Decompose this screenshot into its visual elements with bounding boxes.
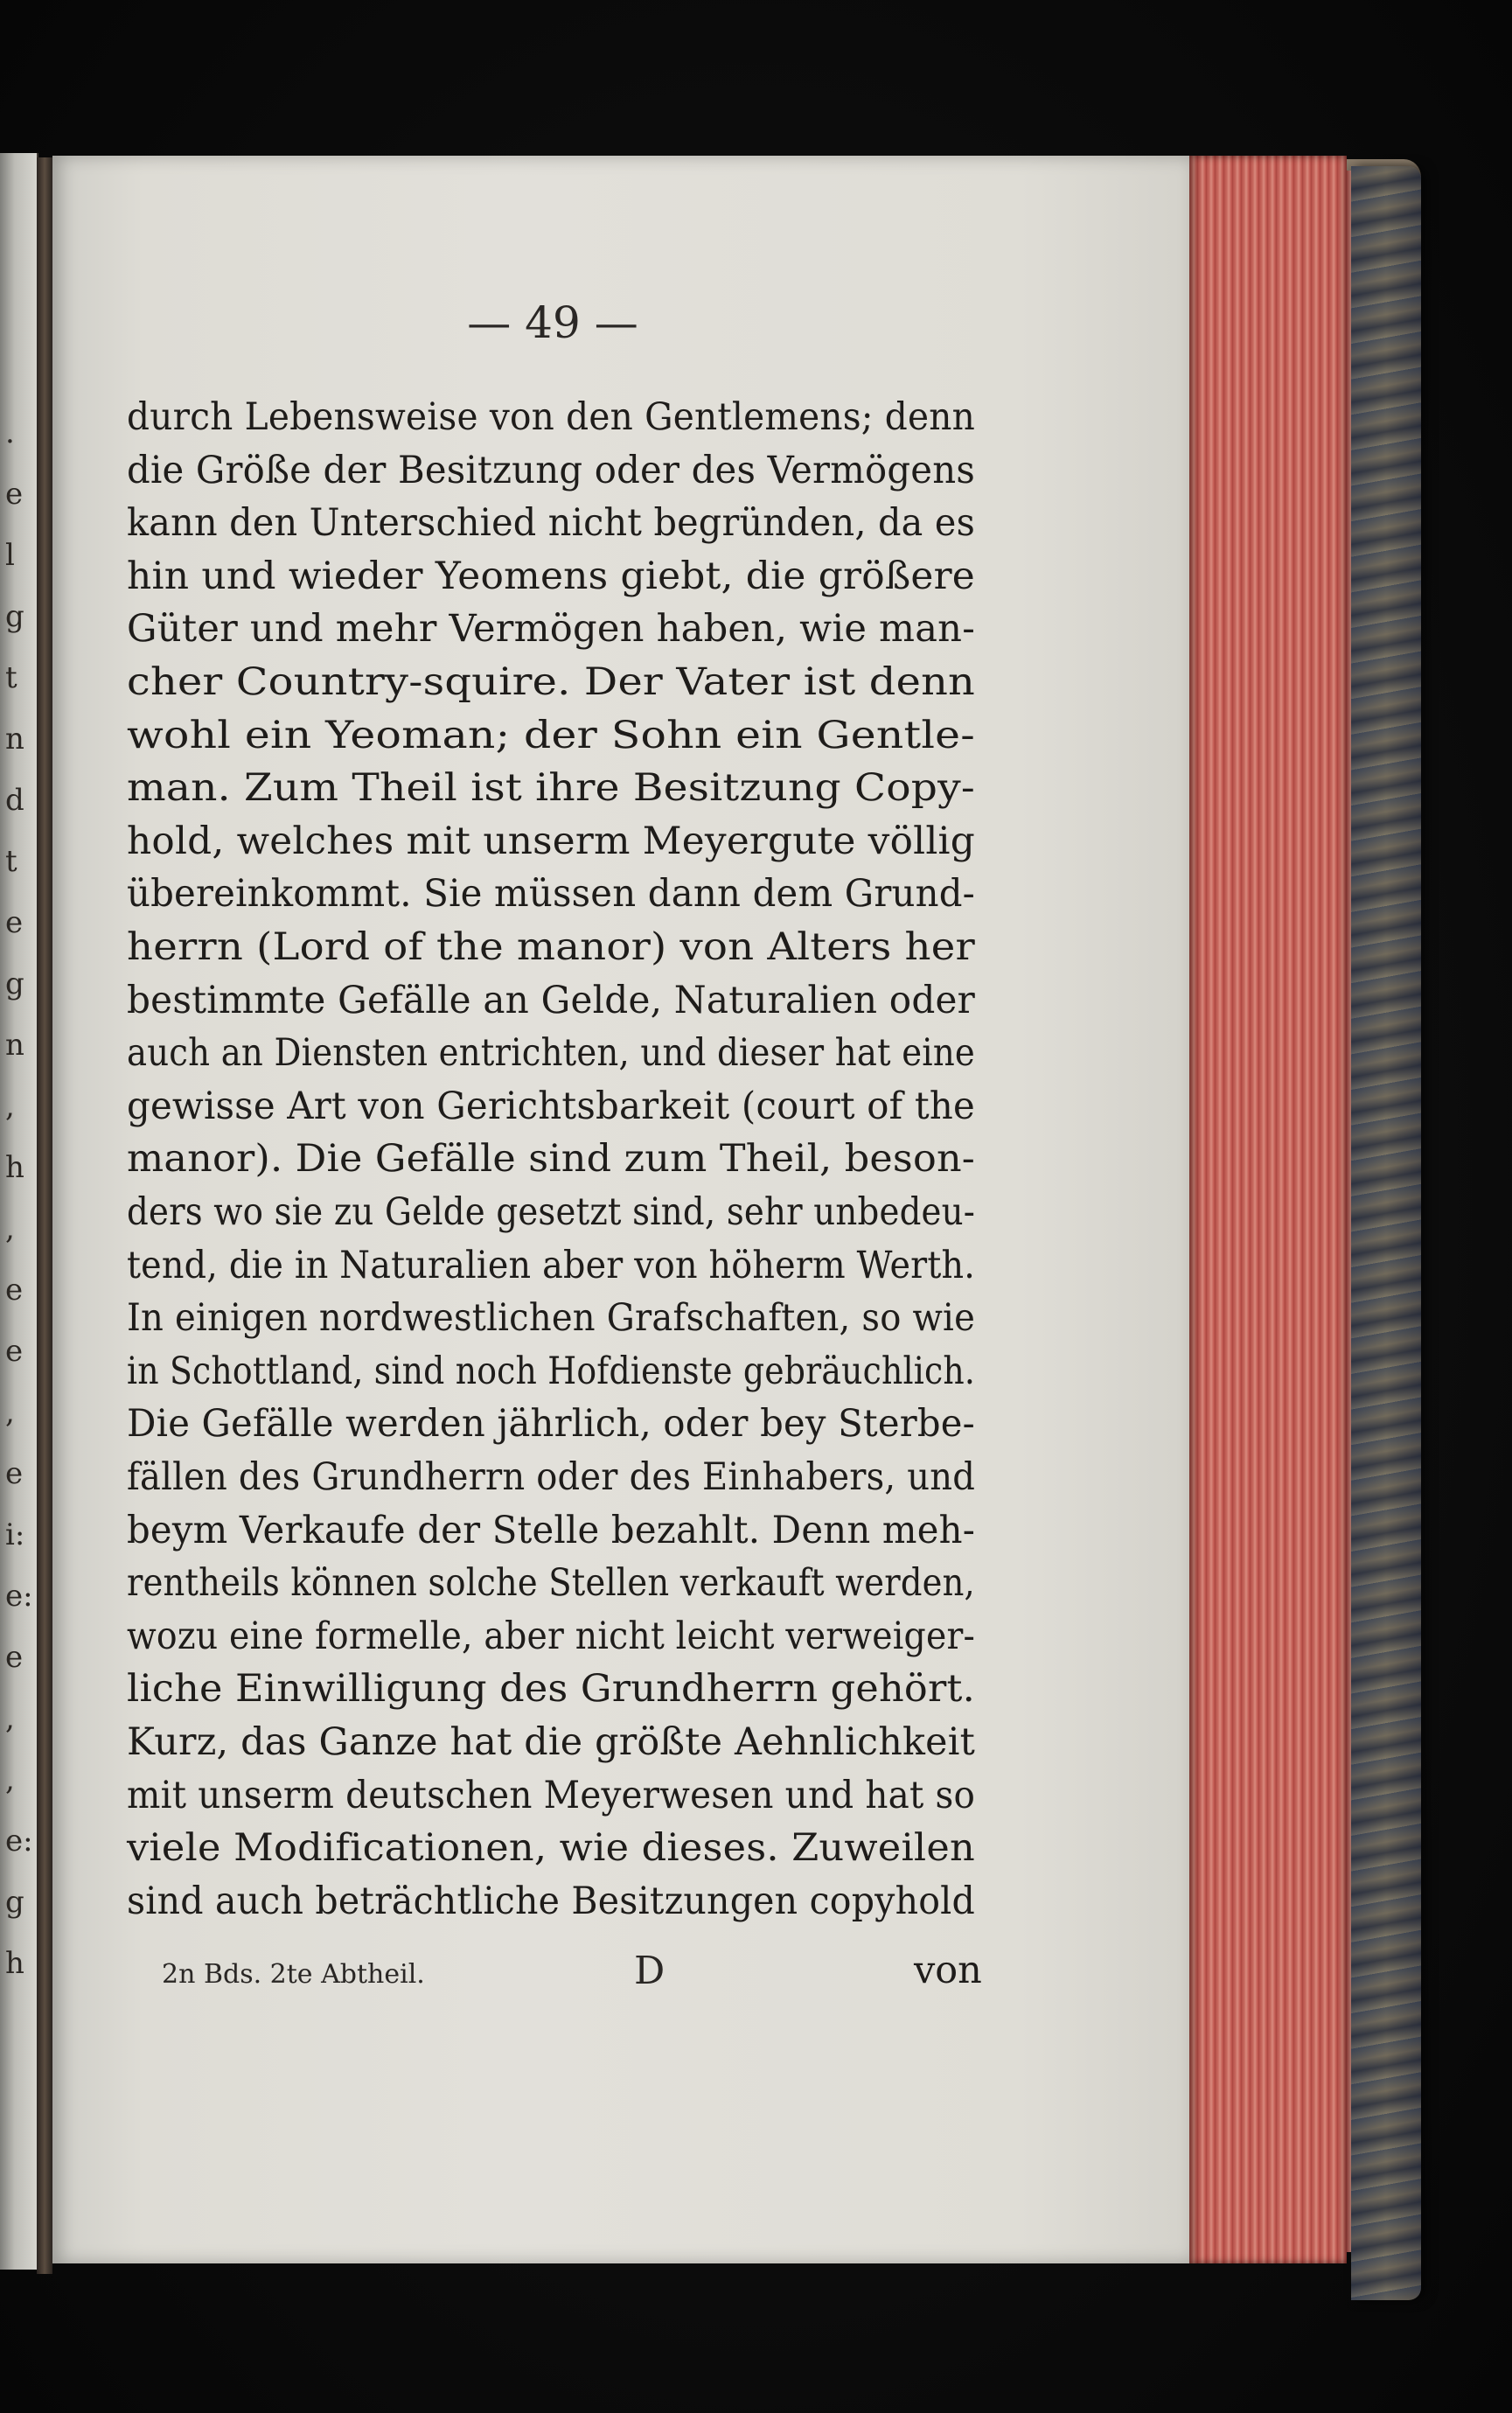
left-page-margin-mark: h [5, 1150, 24, 1185]
text-line: Die Gefälle werden jährlich, oder bey Sterbe- [127, 1402, 975, 1447]
text-line: cher Country-squire. Der Vater ist denn [127, 660, 976, 704]
text-line: liche Einwilligung des Grundherrn gehört. [127, 1667, 975, 1712]
red-page-edges [1189, 156, 1347, 2263]
left-page-margin-mark: t [5, 660, 17, 695]
left-page-margin-mark: e [5, 1334, 24, 1369]
left-page-margin-mark: , [5, 1762, 15, 1797]
text-line: Güter und mehr Vermögen haben, wie man- [127, 607, 975, 652]
text-line: auch an Diensten entrichten, und dieser hat eine [127, 1031, 975, 1076]
text-line: in Schottland, sind noch Hofdienste gebräuchlich. [127, 1349, 976, 1393]
marbled-cover [1351, 166, 1421, 2300]
left-page-margin-mark: d [5, 783, 24, 818]
left-page-margin-mark: , [5, 1395, 15, 1430]
left-page-margin-mark: . [5, 415, 15, 450]
signature-letter: D [634, 1949, 665, 1993]
text-line: ders wo sie zu Gelde gesetzt sind, sehr unbedeu- [127, 1190, 976, 1234]
signature-mark: 2n Bds. 2te Abtheil. [162, 1959, 425, 1990]
left-page-margin-mark: i: [5, 1517, 25, 1552]
left-page-margin-mark: , [5, 1089, 15, 1124]
left-page-margin-mark: h [5, 1946, 24, 1981]
text-line: übereinkommt. Sie müssen dann dem Grund- [127, 872, 976, 917]
left-page-margin-mark: e: [5, 1579, 33, 1614]
left-page-margin-mark: t [5, 844, 17, 879]
left-page-margin-mark: e [5, 1456, 24, 1491]
left-page-margin-mark: n [5, 1028, 24, 1063]
left-page-edge [0, 153, 38, 2270]
text-line: kann den Unterschied nicht begründen, da es [127, 501, 976, 546]
catchword: von [914, 1949, 982, 1992]
left-page-margin-mark: g [5, 966, 24, 1001]
text-line: wohl ein Yeoman; der Sohn ein Gentle- [127, 713, 975, 757]
text-line: bestimmte Gefälle an Gelde, Naturalien oder [127, 978, 976, 1022]
text-line: fällen des Grundherrn oder des Einhabers, und [127, 1455, 976, 1499]
text-line: rentheils können solche Stellen verkauft werden, [127, 1561, 975, 1606]
page-number: — 49 — [467, 297, 638, 348]
left-page-margin-mark: l [5, 538, 15, 573]
text-line: herrn (Lord of the manor) von Alters her [127, 925, 975, 969]
text-line: mit unserm deutschen Meyerwesen und hat so [127, 1773, 976, 1817]
text-line: hold, welches mit unserm Meyergute völlig [127, 819, 975, 863]
left-page-margin-mark: , [5, 1211, 15, 1246]
text-line: In einigen nordwestlichen Grafschaften, so wie [127, 1296, 976, 1341]
left-page-margin-mark: e [5, 477, 24, 512]
left-page-margin-mark: g [5, 1885, 24, 1920]
text-line: tend, die in Naturalien aber von höherm Werth. [127, 1243, 976, 1287]
text-line: die Größe der Besitzung oder des Vermögens [127, 448, 975, 492]
text-line: durch Lebensweise von den Gentlemens; denn [127, 395, 975, 439]
text-line: gewisse Art von Gerichtsbarkeit (court of the [127, 1084, 975, 1128]
text-line: Kurz, das Ganze hat die größte Aehnlichkeit [127, 1720, 976, 1764]
text-line: hin und wieder Yeomens giebt, die größere [127, 554, 975, 598]
left-page-margin-mark: g [5, 599, 24, 634]
text-line: wozu eine formelle, aber nicht leicht verweiger- [127, 1614, 975, 1658]
left-page-margin-mark: e [5, 905, 24, 940]
text-line: sind auch beträchtliche Besitzungen copyhold [127, 1879, 975, 1923]
book-gutter [37, 157, 52, 2274]
left-page-margin-mark: e [5, 1273, 24, 1308]
text-line: viele Modificationen, wie dieses. Zuweilen [127, 1826, 976, 1871]
left-page-margin-mark: e: [5, 1824, 33, 1859]
left-page-margin-mark: n [5, 722, 24, 757]
text-line: beym Verkaufe der Stelle bezahlt. Denn meh- [127, 1508, 976, 1552]
text-line: manor). Die Gefälle sind zum Theil, beson- [127, 1137, 976, 1182]
left-page-margin-mark: , [5, 1701, 15, 1736]
text-line: man. Zum Theil ist ihre Besitzung Copy- [127, 766, 976, 811]
left-page-margin-mark: e [5, 1640, 24, 1675]
